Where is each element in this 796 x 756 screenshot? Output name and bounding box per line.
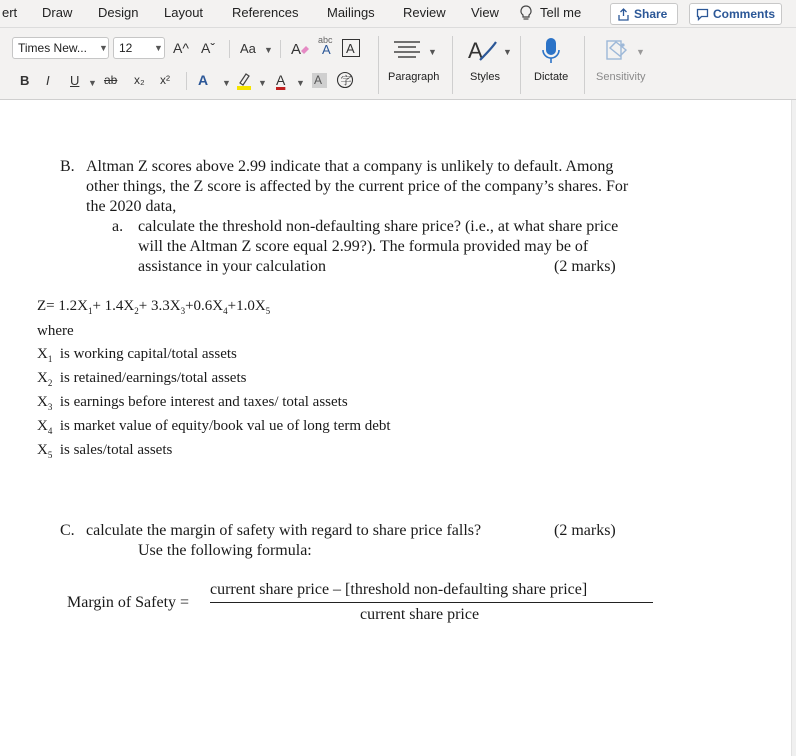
- share-label: Share: [634, 7, 668, 21]
- chevron-down-icon: ▼: [428, 47, 437, 57]
- tab-review[interactable]: Review: [403, 5, 446, 20]
- section-c-marks: (2 marks): [554, 522, 616, 539]
- phonetic-guide-button[interactable]: A: [322, 42, 331, 57]
- divider: [280, 40, 281, 58]
- microphone-icon[interactable]: [539, 36, 563, 66]
- section-b-line: other things, the Z score is affected by the current price of the company’s shares. For: [86, 178, 629, 195]
- variable-description: is market value of equity/book val ue of long term debt: [59, 418, 391, 434]
- document-page[interactable]: [0, 100, 791, 756]
- chevron-down-icon: ▼: [503, 47, 512, 57]
- clear-formatting-icon[interactable]: [290, 39, 310, 59]
- paragraph-icon[interactable]: [392, 38, 422, 62]
- divider: [452, 36, 453, 94]
- altman-z-formula: [37, 298, 270, 316]
- abc-label: abc: [318, 35, 333, 45]
- section-b-label: B.: [60, 158, 75, 175]
- chevron-down-icon: ▼: [88, 78, 97, 88]
- variable-definition: [37, 442, 172, 460]
- tab-insert[interactable]: ert: [2, 5, 18, 20]
- variable-definition: [37, 346, 237, 364]
- text-effects-button[interactable]: A: [198, 72, 209, 88]
- formula-term: +0.6X: [185, 298, 224, 314]
- item-a-marks: (2 marks): [554, 258, 616, 275]
- dictate-label: Dictate: [534, 71, 569, 83]
- character-border-glyph: A: [346, 41, 355, 56]
- variable-definition: [37, 394, 348, 412]
- tab-draw[interactable]: Draw: [42, 5, 73, 20]
- change-case-button[interactable]: Aa: [240, 41, 256, 56]
- tab-view[interactable]: View: [471, 5, 499, 20]
- variable-subscript: 1: [47, 354, 53, 364]
- enclose-characters-icon[interactable]: [336, 71, 354, 89]
- formula-term: +1.0X: [227, 298, 266, 314]
- variable-symbol: X: [37, 370, 48, 386]
- variable-definition: [37, 370, 246, 388]
- item-a-line: calculate the threshold non-defaulting share price? (i.e., at what share price: [138, 218, 619, 235]
- share-button[interactable]: [610, 3, 678, 25]
- grow-font-button[interactable]: A^: [173, 40, 189, 56]
- sensitivity-icon[interactable]: [604, 36, 632, 64]
- italic-button[interactable]: I: [46, 73, 50, 88]
- tell-me-search[interactable]: Tell me: [540, 5, 582, 20]
- chevron-down-icon: ▼: [222, 78, 231, 88]
- formula-term: + 3.3X: [138, 298, 181, 314]
- variable-subscript: 4: [47, 426, 53, 436]
- fraction-bar: [210, 602, 653, 603]
- variable-description: is retained/earnings/total assets: [59, 370, 247, 386]
- formula-term: Z= 1.2X: [37, 298, 88, 314]
- section-c-line: Use the following formula:: [138, 542, 312, 559]
- underline-button[interactable]: U: [70, 73, 80, 88]
- margin-of-safety-label: Margin of Safety =: [67, 594, 190, 611]
- mos-denominator: current share price: [360, 606, 480, 623]
- formula-subscript: 4: [223, 306, 228, 316]
- font-name-select[interactable]: [12, 37, 109, 59]
- ribbon-tab-bar: [0, 0, 796, 28]
- formula-subscript: 5: [265, 306, 271, 316]
- formula-term: + 1.4X: [92, 298, 135, 314]
- divider: [520, 36, 521, 94]
- svg-text:A: A: [468, 38, 483, 63]
- svg-text:字: 字: [340, 75, 352, 87]
- variable-symbol: X: [37, 394, 48, 410]
- chevron-down-icon: ▼: [296, 78, 305, 88]
- share-icon: [617, 8, 630, 21]
- formula-subscript: 2: [134, 306, 139, 316]
- variable-symbol: X: [37, 418, 48, 434]
- paragraph-label: Paragraph: [388, 71, 440, 83]
- variable-subscript: 3: [47, 402, 53, 412]
- character-border-button[interactable]: [342, 39, 360, 57]
- section-b-line: the 2020 data,: [86, 198, 177, 215]
- variable-definition: [37, 418, 391, 436]
- divider: [229, 40, 230, 58]
- font-color-button[interactable]: A: [276, 72, 286, 88]
- lightbulb-icon[interactable]: [518, 4, 534, 22]
- tab-design[interactable]: Design: [98, 5, 139, 20]
- section-c-line: calculate the margin of safety with regard to share price falls?: [86, 522, 482, 539]
- tab-layout[interactable]: Layout: [164, 5, 204, 20]
- subscript-button[interactable]: x₂: [134, 73, 145, 87]
- divider: [584, 36, 585, 94]
- section-c-label: C.: [60, 522, 75, 539]
- comments-label: Comments: [712, 7, 775, 21]
- character-shading-glyph: A: [314, 73, 323, 87]
- sensitivity-label: Sensitivity: [596, 71, 646, 83]
- variable-description: is sales/total assets: [59, 442, 173, 458]
- bold-button[interactable]: B: [20, 73, 30, 88]
- divider: [378, 36, 379, 94]
- svg-text:A: A: [291, 41, 302, 58]
- chevron-down-icon: ▼: [264, 45, 273, 55]
- font-name-value: Times New...: [18, 41, 87, 55]
- comments-button[interactable]: [689, 3, 782, 25]
- variable-symbol: X: [37, 442, 48, 458]
- variable-description: is working capital/total assets: [59, 346, 237, 362]
- variable-subscript: 5: [47, 450, 53, 460]
- vertical-scrollbar[interactable]: [791, 100, 796, 756]
- variable-subscript: 2: [47, 378, 53, 388]
- character-shading-button[interactable]: [312, 73, 327, 88]
- chevron-down-icon: ▼: [154, 43, 163, 53]
- item-a-line: will the Altman Z score equal 2.99?). The formula provided may be of: [138, 238, 589, 255]
- divider: [186, 72, 187, 90]
- highlight-pen-icon[interactable]: [236, 71, 252, 91]
- font-size-select[interactable]: [113, 37, 165, 59]
- shrink-font-button[interactable]: Aˇ: [201, 40, 215, 56]
- tab-mailings[interactable]: Mailings: [327, 5, 375, 20]
- font-size-value: 12: [119, 41, 133, 55]
- styles-icon[interactable]: [466, 36, 498, 64]
- where-label: where: [37, 323, 74, 339]
- mos-numerator: current share price – [threshold non-defaulting share price]: [210, 581, 588, 598]
- chevron-down-icon: ▼: [99, 43, 108, 53]
- ribbon-toolbar: [0, 28, 796, 100]
- formula-subscript: 3: [180, 306, 186, 316]
- tab-references[interactable]: References: [232, 5, 299, 20]
- item-a-line: assistance in your calculation: [138, 258, 326, 275]
- variable-symbol: X: [37, 346, 48, 362]
- superscript-button[interactable]: x²: [160, 73, 170, 87]
- strikethrough-button[interactable]: ab: [104, 73, 118, 87]
- section-b-line: Altman Z scores above 2.99 indicate that a company is unlikely to default. Among: [86, 158, 614, 175]
- variable-description: is earnings before interest and taxes/ total assets: [59, 394, 348, 410]
- comment-icon: [696, 8, 709, 21]
- chevron-down-icon: ▼: [258, 78, 267, 88]
- chevron-down-icon: ▼: [636, 47, 645, 57]
- formula-subscript: 1: [87, 306, 93, 316]
- styles-label: Styles: [470, 71, 500, 83]
- item-a-label: a.: [112, 218, 124, 235]
